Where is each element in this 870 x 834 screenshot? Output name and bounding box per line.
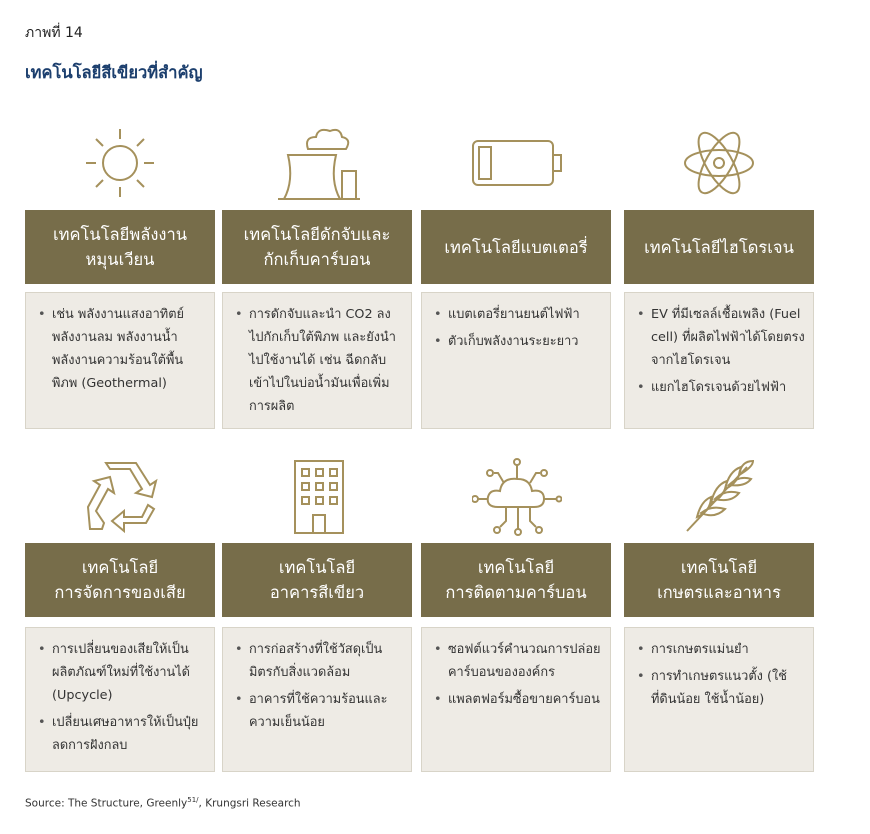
list-item: • การก่อสร้างที่ใช้วัสดุเป็นมิตรกับสิ่งแวดล้อม bbox=[249, 638, 403, 684]
card-header bbox=[624, 210, 814, 284]
card-title-line: การติดตามคาร์บอน bbox=[445, 583, 587, 602]
source-text: Source: The Structure, Greenly bbox=[25, 797, 188, 810]
list-item: • แยกไฮโดรเจนด้วยไฟฟ้า bbox=[651, 376, 805, 399]
card-body bbox=[624, 292, 814, 429]
card-body bbox=[421, 627, 611, 772]
power-plant-icon bbox=[224, 118, 414, 208]
list-item: • การเกษตรแม่นยำ bbox=[651, 638, 805, 661]
recycle-icon bbox=[25, 452, 215, 542]
card-body bbox=[222, 292, 412, 429]
card-header bbox=[25, 210, 215, 284]
card-header bbox=[421, 543, 611, 617]
list-item: • ตัวเก็บพลังงานระยะยาว bbox=[448, 330, 602, 353]
card-title-line: เทคโนโลยี bbox=[278, 558, 356, 577]
card-header bbox=[222, 543, 412, 617]
list-item: • การทำเกษตรแนวตั้ง (ใช้ที่ดินน้อย ใช้น้ำน้อย) bbox=[651, 665, 805, 711]
list-item: • เปลี่ยนเศษอาหารให้เป็นปุ๋ย ลดการฝังกลบ bbox=[52, 711, 206, 757]
list-item: • แพลตฟอร์มซื้อขายคาร์บอน bbox=[448, 688, 602, 711]
figure-label: ภาพที่ 14 bbox=[25, 25, 83, 41]
card-title-line: เกษตรและอาหาร bbox=[657, 583, 781, 602]
card-title-line: เทคโนโลยีแบตเตอรี่ bbox=[444, 237, 588, 257]
source-note bbox=[25, 796, 301, 810]
building-icon bbox=[224, 452, 414, 542]
list-item: • การดักจับและนำ CO2 ลงไปกักเก็บใต้พิภพ และยังนำไปใช้งานได้ เช่น ฉีดกลับเข้าไปในบ่อน้ำมันเพื่อเพิ่มการผลิต bbox=[249, 303, 403, 418]
card-title-line: เทคโนโลยี bbox=[680, 558, 758, 577]
source-text-tail: , Krungsri Research bbox=[198, 797, 301, 810]
card-title-line: การจัดการของเสีย bbox=[54, 583, 186, 602]
card-body bbox=[624, 627, 814, 772]
leaf-branch-icon bbox=[624, 452, 814, 542]
card-title-line: เทคโนโลยีดักจับและ bbox=[243, 225, 391, 244]
card-body bbox=[421, 292, 611, 429]
card-title-line: เทคโนโลยี bbox=[477, 558, 555, 577]
card-title-line: กักเก็บคาร์บอน bbox=[263, 250, 371, 269]
figure-title: เทคโนโลยีสีเขียวที่สำคัญ bbox=[25, 63, 203, 82]
card-header bbox=[222, 210, 412, 284]
card-body bbox=[222, 627, 412, 772]
sun-icon bbox=[25, 118, 215, 208]
card-title-line: เทคโนโลยีไฮโดรเจน bbox=[644, 237, 794, 257]
source-footnote: 51/ bbox=[187, 796, 199, 804]
card-body bbox=[25, 627, 215, 772]
card-title-line: หมุนเวียน bbox=[85, 250, 155, 269]
list-item: • อาคารที่ใช้ความร้อนและความเย็นน้อย bbox=[249, 688, 403, 734]
card-title-line: เทคโนโลยีพลังงาน bbox=[53, 225, 187, 244]
list-item: • EV ที่มีเซลล์เชื้อเพลิง (Fuel cell) ที่ผลิตไฟฟ้าได้โดยตรงจากไฮโดรเจน bbox=[651, 303, 805, 372]
card-header bbox=[624, 543, 814, 617]
card-body bbox=[25, 292, 215, 429]
list-item: • เช่น พลังงานแสงอาทิตย์ พลังงานลม พลังงานน้ำ พลังงานความร้อนใต้พื้นพิภพ (Geothermal) bbox=[52, 303, 206, 395]
card-title-line: อาคารสีเขียว bbox=[269, 583, 365, 602]
card-title-line: เทคโนโลยี bbox=[81, 558, 159, 577]
battery-icon bbox=[422, 118, 612, 208]
list-item: • การเปลี่ยนของเสียให้เป็นผลิตภัณฑ์ใหม่ที่ใช้งานได้ (Upcycle) bbox=[52, 638, 206, 707]
list-item: • ซอฟต์แวร์คำนวณการปล่อยคาร์บอนขององค์กร bbox=[448, 638, 602, 684]
list-item: • แบตเตอรี่ยานยนต์ไฟฟ้า bbox=[448, 303, 602, 326]
cloud-network-icon bbox=[422, 452, 612, 542]
atom-icon bbox=[624, 118, 814, 208]
card-header bbox=[421, 210, 611, 284]
card-header bbox=[25, 543, 215, 617]
